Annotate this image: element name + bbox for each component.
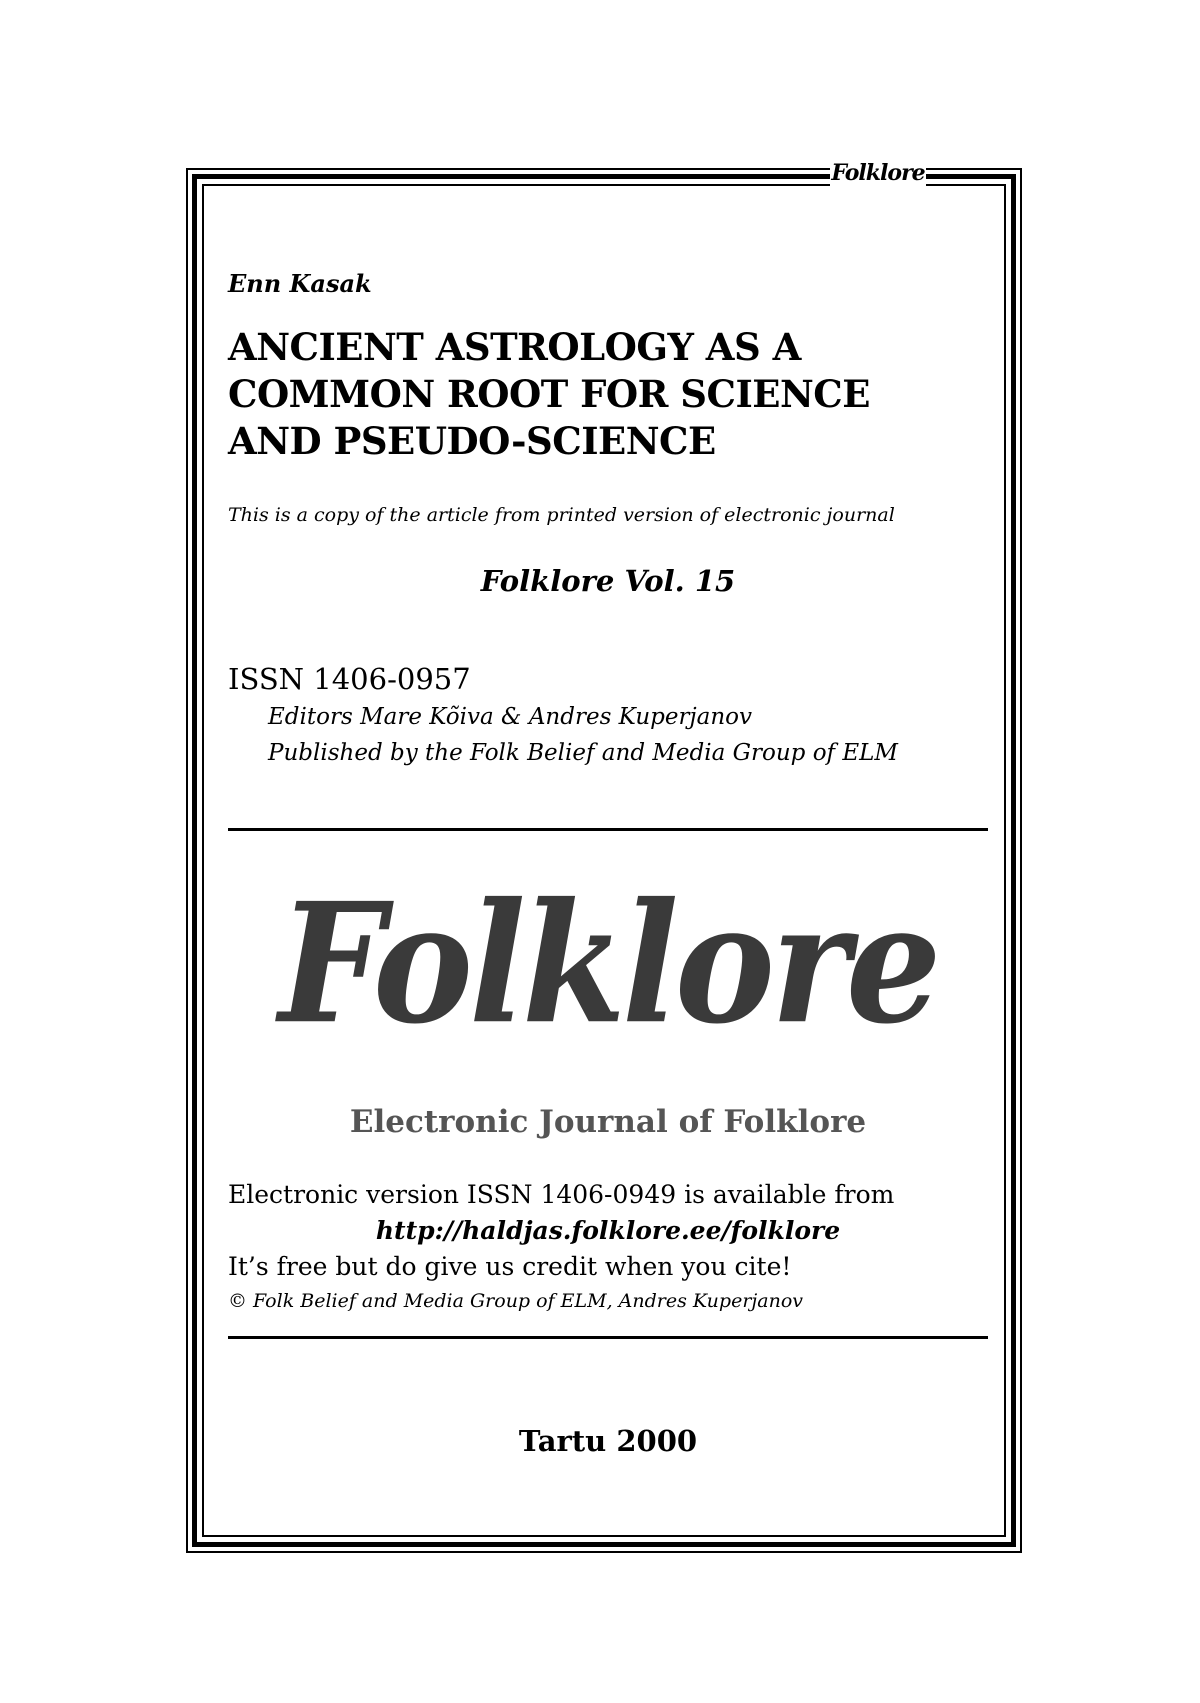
publisher-line: Published by the Folk Belief and Media Group of ELM bbox=[268, 740, 898, 766]
copyright-line: © Folk Belief and Media Group of ELM, Andres Kuperjanov bbox=[228, 1290, 804, 1312]
divider-bottom bbox=[228, 1336, 988, 1339]
journal-name: Electronic Journal of Folklore bbox=[349, 1104, 867, 1140]
electronic-version-line: Electronic version ISSN 1406-0949 is available from bbox=[228, 1180, 895, 1209]
issn-print: ISSN 1406-0957 bbox=[228, 662, 471, 696]
divider-top bbox=[228, 828, 988, 831]
article-title-line-1: ANCIENT ASTROLOGY AS A bbox=[228, 325, 801, 369]
volume-label: Folklore Vol. 15 bbox=[480, 564, 736, 598]
article-title-line-3: AND PSEUDO-SCIENCE bbox=[228, 419, 716, 463]
journal-url-link[interactable]: http://haldjas.folklore.ee/folklore bbox=[375, 1216, 841, 1245]
copy-note: This is a copy of the article from printed version of electronic journal bbox=[228, 504, 895, 526]
author-name: Enn Kasak bbox=[228, 269, 372, 298]
article-title bbox=[228, 324, 988, 465]
article-title-line-2: COMMON ROOT FOR SCIENCE bbox=[228, 372, 870, 416]
corner-logo: Folklore bbox=[831, 160, 925, 186]
editors-line: Editors Mare Kõiva & Andres Kuperjanov bbox=[268, 704, 752, 730]
citation-note: It’s free but do give us credit when you cite! bbox=[228, 1252, 792, 1281]
place-year: Tartu 2000 bbox=[518, 1424, 698, 1458]
folklore-logo: Folklore bbox=[278, 867, 938, 1061]
